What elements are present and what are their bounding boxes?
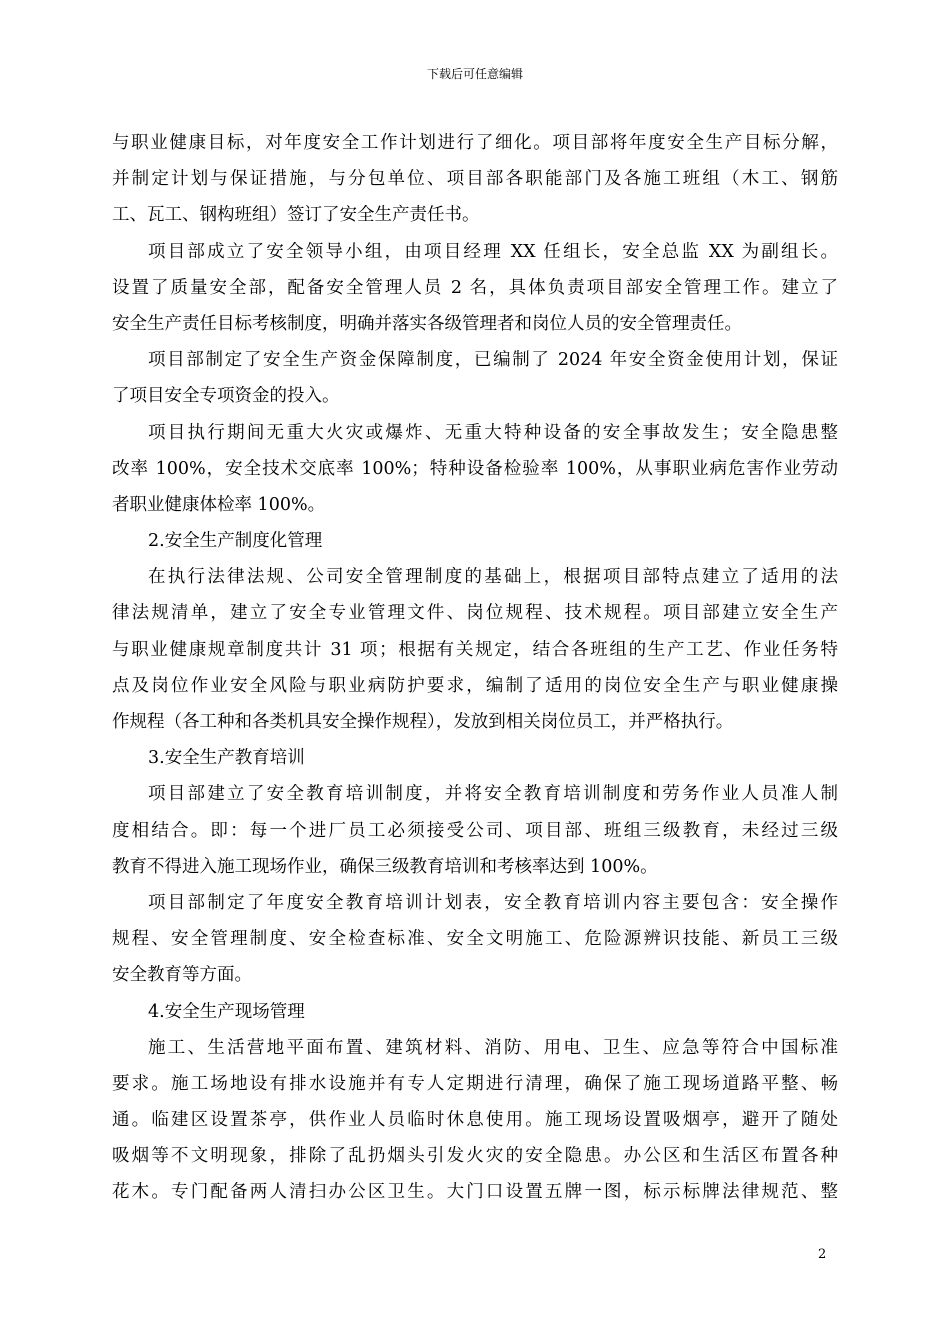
text-line: 要求。施工场地设有排水设施并有专人定期进行清理，确保了施工现场道路平整、畅 — [112, 1073, 838, 1094]
text-line: 在执行法律法规、公司安全管理制度的基础上，根据项目部特点建立了适用的法 — [148, 567, 838, 588]
text-line: 与职业健康规章制度共计 31 项；根据有关规定，结合各班组的生产工艺、作业任务特 — [112, 639, 838, 660]
text-line: 项目部建立了安全教育培训制度，并将安全教育培训制度和劳务作业人员准人制 — [148, 784, 838, 805]
text-line: 通。临建区设置茶亭，供作业人员临时休息使用。施工现场设置吸烟亭，避开了随处 — [112, 1110, 838, 1131]
text-line: 项目执行期间无重大火灾或爆炸、无重大特种设备的安全事故发生；安全隐患整 — [148, 422, 838, 443]
text-line: 律法规清单，建立了安全专业管理文件、岗位规程、技术规程。项目部建立安全生产 — [112, 603, 838, 624]
text-line: 规程、安全管理制度、安全检查标准、安全文明施工、危险源辨识技能、新员工三级 — [112, 929, 838, 950]
text-line: 花木。专门配备两人清扫办公区卫生。大门口设置五牌一图，标示标牌法律规范、整 — [112, 1182, 838, 1203]
page-header: 下载后可任意编辑 — [426, 67, 523, 81]
page-number: 2 — [818, 1247, 827, 1262]
text-line: 设置了质量安全部，配备安全管理人员 2 名，具体负责项目部安全管理工作。建立了 — [112, 277, 838, 298]
document-body — [112, 128, 838, 1214]
text-line: 吸烟等不文明现象，排除了乱扔烟头引发火灾的安全隐患。办公区和生活区布置各种 — [112, 1146, 838, 1167]
text-line: 点及岗位作业安全风险与职业病防护要求，编制了适用的岗位安全生产与职业健康操 — [112, 675, 838, 696]
text-line: 者职业健康体检率 100%。 — [112, 494, 326, 515]
text-line: 项目部制定了年度安全教育培训计划表，安全教育培训内容主要包含：安全操作 — [148, 892, 838, 913]
section-heading: 4.安全生产现场管理 — [148, 1001, 305, 1022]
text-line: 项目部制定了安全生产资金保障制度，已编制了 2024 年安全资金使用计划，保证 — [148, 350, 838, 371]
text-line: 改率 100%，安全技术交底率 100%；特种设备检验率 100%，从事职业病危害作业劳动 — [112, 458, 838, 479]
text-line: 安全生产责任目标考核制度，明确并落实各级管理者和岗位人员的安全管理责任。 — [112, 313, 742, 334]
text-line: 度相结合。即：每一个进厂员工必须接受公司、项目部、班组三级教育，未经过三级 — [112, 820, 838, 841]
section-heading: 2.安全生产制度化管理 — [148, 531, 323, 552]
text-line: 工、瓦工、钢构班组）签订了安全生产责任书。 — [112, 205, 480, 226]
text-line: 项目部成立了安全领导小组，由项目经理 XX 任组长，安全总监 XX 为副组长。 — [148, 241, 838, 262]
section-heading: 3.安全生产教育培训 — [148, 748, 305, 769]
text-line: 教育不得进入施工现场作业，确保三级教育培训和考核率达到 100%。 — [112, 856, 658, 877]
text-line: 与职业健康目标，对年度安全工作计划进行了细化。项目部将年度安全生产目标分解， — [112, 133, 838, 153]
text-line: 并制定计划与保证措施，与分包单位、项目部各职能部门及各施工班组（木工、钢筋 — [112, 169, 838, 190]
text-line: 了项目安全专项资金的投入。 — [112, 386, 340, 407]
text-line: 安全教育等方面。 — [112, 965, 252, 986]
text-line: 施工、生活营地平面布置、建筑材料、消防、用电、卫生、应急等符合中国标准 — [148, 1037, 838, 1058]
text-line: 作规程（各工种和各类机具安全操作规程），发放到相关岗位员工，并严格执行。 — [112, 712, 734, 732]
